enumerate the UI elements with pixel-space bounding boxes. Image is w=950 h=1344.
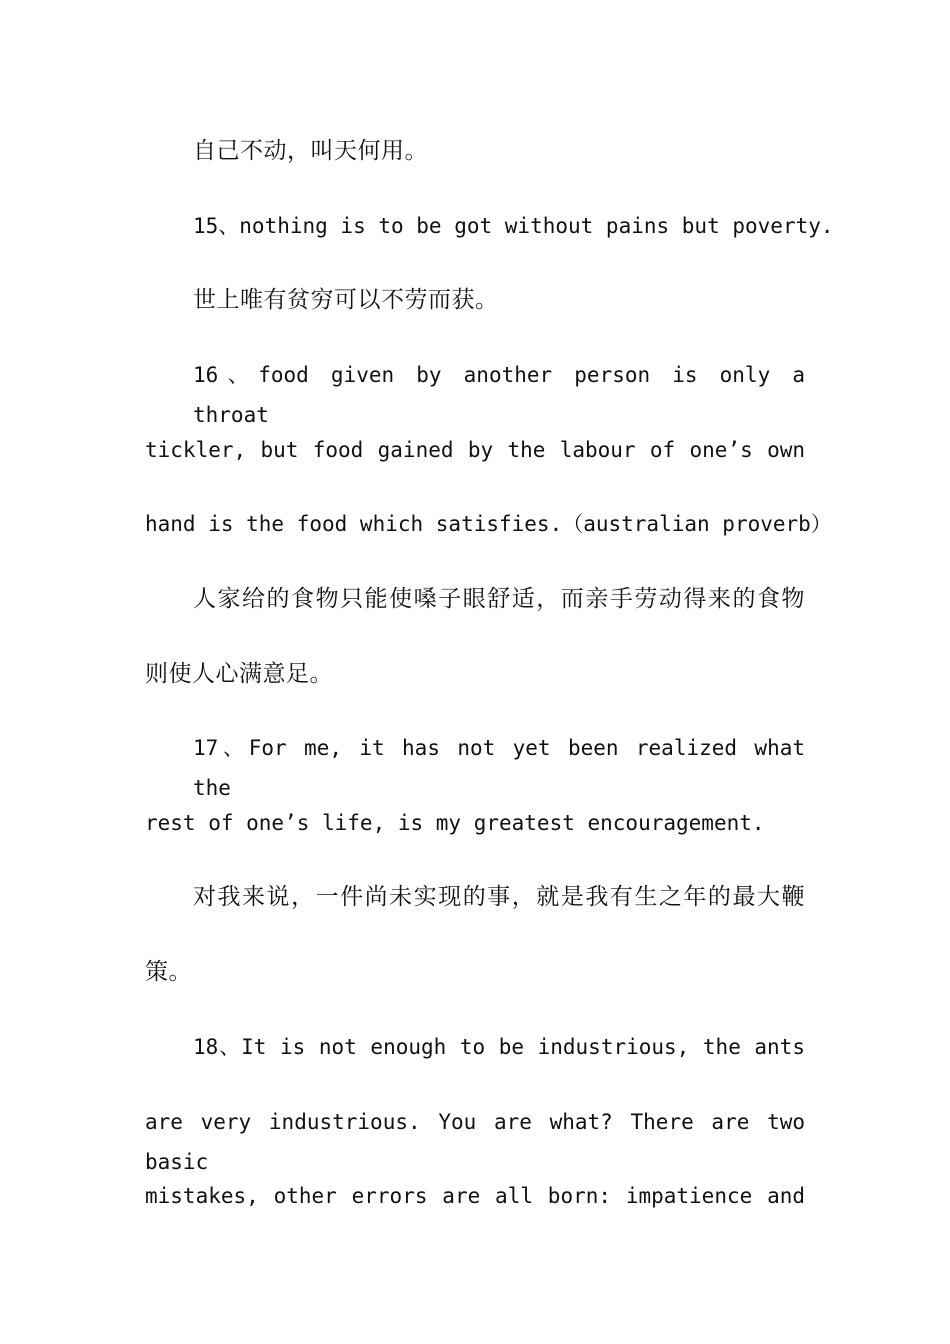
- text-line-zh: 对我来说，一件尚未实现的事，就是我有生之年的最大鞭: [193, 884, 805, 910]
- text-line-en: 16、food given by another person is only a throat: [193, 363, 805, 427]
- text-line-zh: 自己不动，叫天何用。: [193, 138, 428, 164]
- text-line-zh: 人家给的食物只能使嗓子眼舒适，而亲手劳动得来的食物: [193, 586, 805, 612]
- text-line-zh: 世上唯有贫穷可以不劳而获。: [193, 287, 499, 313]
- text-line-zh: 策。: [145, 959, 192, 985]
- text-line-en: tickler, but food gained by the labour of one’s own: [145, 438, 805, 462]
- text-line-en: rest of one’s life, is my greatest encouragement.: [145, 811, 765, 835]
- text-line-zh: 则使人心满意足。: [145, 661, 333, 687]
- text-line-en: are very industrious. You are what? There are two basic: [145, 1110, 805, 1174]
- text-line-en: mistakes, other errors are all born: impatience and: [145, 1184, 805, 1208]
- text-line-en: 17、For me, it has not yet been realized what the: [193, 736, 805, 800]
- text-line-en: 18、It is not enough to be industrious, the ants: [193, 1035, 805, 1059]
- text-line-en: hand is the food which satisfies.（australian proverb）: [145, 512, 832, 536]
- text-line-en: 15、nothing is to be got without pains but poverty.: [193, 214, 834, 238]
